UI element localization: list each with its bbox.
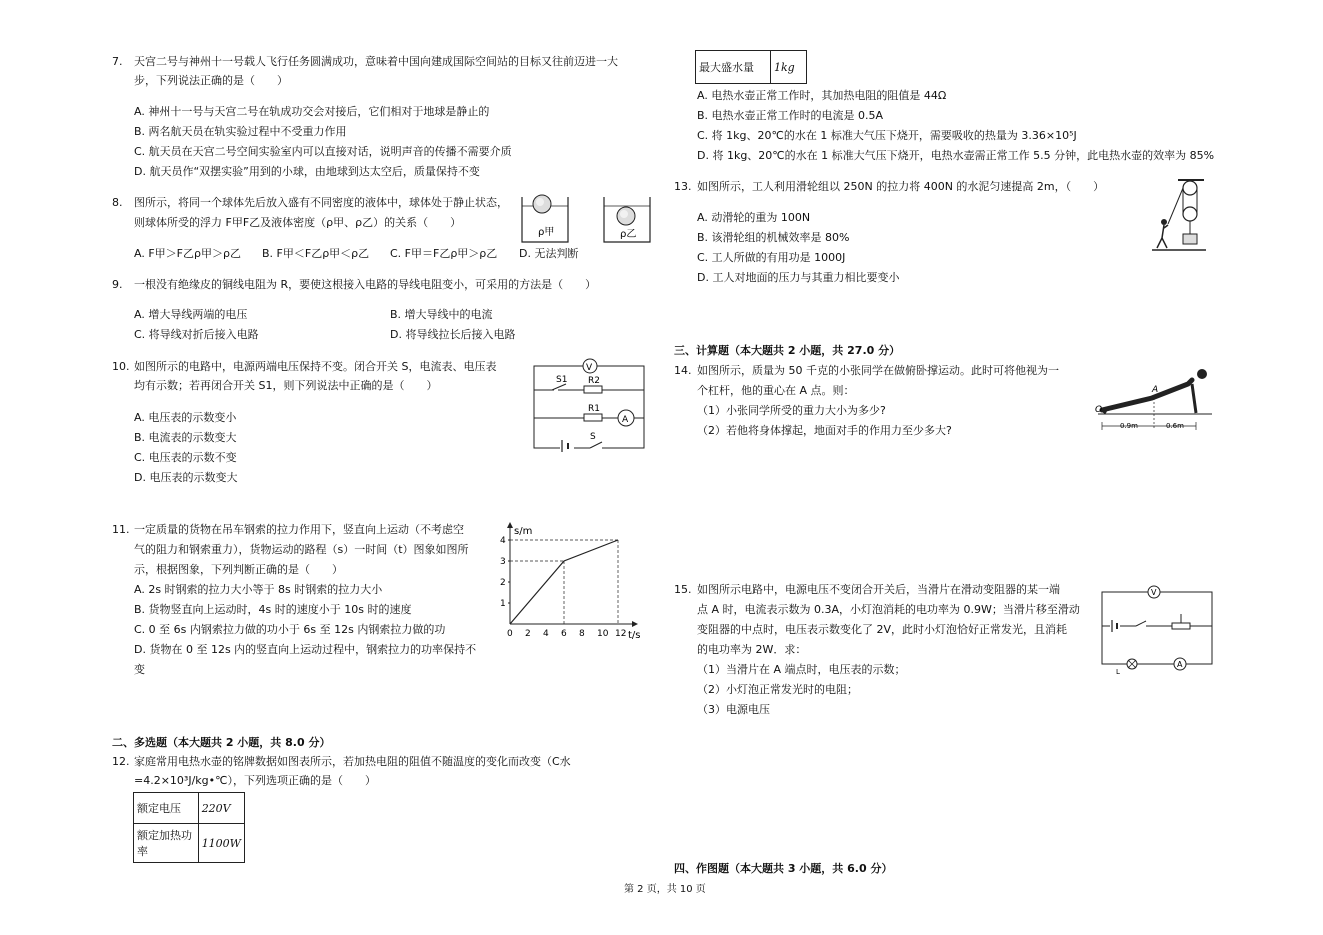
q13-pulley-figure bbox=[1148, 178, 1208, 254]
section-2-title: 二、多选题（本大题共 2 小题，共 8.0 分） bbox=[112, 736, 331, 749]
q11-option-c: C. 0 至 6s 内钢索拉力做的功小于 6s 至 12s 内钢索拉力做的功 bbox=[134, 623, 446, 636]
x-tick-label: 6 bbox=[561, 629, 567, 639]
q9-number: 9. bbox=[112, 278, 123, 291]
svg-text:R1: R1 bbox=[588, 404, 600, 414]
table-cell: 1100W bbox=[198, 824, 244, 863]
svg-text:V: V bbox=[1151, 588, 1157, 597]
q14-stem-line1: 如图所示，质量为 50 千克的小张同学在做俯卧撑运动。此时可将他视为一 bbox=[697, 364, 1059, 377]
q15-stem-line4: 的电功率为 2W．求： bbox=[697, 643, 807, 656]
y-tick-label: 2 bbox=[500, 578, 506, 588]
q9-option-c: C. 将导线对折后接入电路 bbox=[134, 328, 259, 341]
q14-number: 14. bbox=[674, 364, 692, 377]
x-tick-label: 0 bbox=[507, 629, 513, 639]
q11-option-d-line2: 变 bbox=[134, 663, 145, 676]
q12-option-b: B. 电热水壶正常工作时的电流是 0.5A bbox=[697, 109, 884, 122]
slide-rheostat bbox=[1172, 623, 1190, 629]
distance-label-2: 0.6m bbox=[1166, 422, 1184, 430]
q8-stem-line2: 则球体所受的浮力 F甲F乙及液体密度（ρ甲、ρ乙）的关系（ ） bbox=[134, 216, 462, 229]
q11-stem-line1: 一定质量的货物在吊车钢索的拉力作用下，竖直向上运动（不考虑空 bbox=[134, 523, 464, 536]
q11-stem-line2: 气的阻力和钢索重力），货物运动的路程（s）一时间（t）图象如图所 bbox=[134, 543, 469, 556]
worker-head bbox=[1161, 219, 1167, 225]
q8-stem-line1: 图所示，将同一个球体先后放入盛有不同密度的液体中，球体处于静止状态， bbox=[134, 196, 508, 209]
r2-resistor bbox=[584, 386, 602, 393]
beaker-yi-label: ρ乙 bbox=[620, 229, 637, 240]
y-axis-arrow bbox=[507, 522, 513, 528]
q11-number: 11. bbox=[112, 523, 130, 536]
q13-number: 13. bbox=[674, 180, 692, 193]
q12-option-a: A. 电热水壶正常工作时，其加热电阻的阻值是 44Ω bbox=[697, 89, 947, 102]
q12-number: 12. bbox=[112, 755, 130, 768]
q10-number: 10. bbox=[112, 360, 130, 373]
q14-part1: （1）小张同学所受的重力大小为多少? bbox=[697, 404, 886, 417]
beaker-jia bbox=[522, 195, 568, 242]
s1-label: S1 bbox=[556, 375, 568, 385]
q7-stem-line1: 天宫二号与神州十一号载人飞行任务圆满成功，意味着中国向建成国际空间站的目标又往前迈进一大 bbox=[134, 55, 618, 68]
x-tick-label: 2 bbox=[525, 629, 531, 639]
q12-nameplate-table-part2 bbox=[695, 50, 807, 84]
q7-option-c: C. 航天员在天宫二号空间实验室内可以直接对话，说明声音的传播不需要介质 bbox=[134, 145, 512, 158]
x-tick-label: 10 bbox=[597, 629, 609, 639]
q14-part2: （2）若他将身体撑起，地面对手的作用力至少多大? bbox=[697, 424, 952, 437]
q10-stem-line2: 均有示数；若再闭合开关 S1，则下列说法中正确的是（ ） bbox=[134, 379, 438, 392]
svg-text:L: L bbox=[1116, 668, 1120, 676]
q14-stem-line2: 个杠杆，他的重心在 A 点。则： bbox=[697, 384, 855, 397]
section-4-title: 四、作图题（本大题共 3 小题，共 6.0 分） bbox=[674, 862, 893, 875]
q10-option-b: B. 电流表的示数变大 bbox=[134, 431, 237, 444]
q13-stem: 如图所示，工人利用滑轮组以 250N 的拉力将 400N 的水泥匀速提高 2m，（ ） bbox=[697, 180, 1105, 193]
q8-number: 8. bbox=[112, 196, 123, 209]
svg-text:A: A bbox=[622, 415, 629, 425]
q12-option-c: C. 将 1kg、20℃的水在 1 标准大气压下烧开，需要吸收的热量为 3.36×10⁵J bbox=[697, 129, 1077, 142]
s-label: S bbox=[590, 432, 596, 442]
q7-option-d: D. 航天员作“双摆实验”用到的小球，由地球到达太空后，质量保持不变 bbox=[134, 165, 480, 178]
svg-text:A: A bbox=[1177, 660, 1183, 669]
q13-option-b: B. 该滑轮组的机械效率是 80% bbox=[697, 231, 850, 244]
q15-stem-line3: 变阻器的中点时，电压表示数变化了 2V，此时小灯泡恰好正常发光，且消耗 bbox=[697, 623, 1068, 636]
q11-stem-line3: 示，根据图象，下列判断正确的是（ ） bbox=[134, 563, 343, 576]
q15-stem-line2: 点 A 时，电流表示数为 0.3A，小灯泡消耗的电功率为 0.9W；当滑片移至滑动 bbox=[697, 603, 1080, 616]
q8-option-d: D. 无法判断 bbox=[519, 247, 579, 260]
svg-text:R2: R2 bbox=[588, 376, 600, 386]
q7-stem-line2: 步，下列说法正确的是（ ） bbox=[134, 74, 288, 87]
section-3-title: 三、计算题（本大题共 2 小题，共 27.0 分） bbox=[674, 344, 901, 357]
y-tick-label: 1 bbox=[500, 599, 506, 609]
q11-option-a: A. 2s 时钢索的拉力大小等于 8s 时钢索的拉力大小 bbox=[134, 583, 383, 596]
q12-stem-line1: 家庭常用电热水壶的铭牌数据如图表所示，若加热电阻的阻值不随温度的变化而改变（C水 bbox=[134, 755, 571, 768]
q9-option-a: A. 增大导线两端的电压 bbox=[134, 308, 248, 321]
svg-text:V: V bbox=[586, 363, 593, 373]
q8-option-c: C. F甲＝F乙ρ甲＞ρ乙 bbox=[390, 247, 498, 260]
q10-option-d: D. 电压表的示数变大 bbox=[134, 471, 238, 484]
pivot-o-label: O bbox=[1095, 405, 1103, 415]
cement-load bbox=[1183, 234, 1197, 244]
q15-part1: （1）当滑片在 A 端点时，电压表的示数； bbox=[697, 663, 906, 676]
movable-pulley bbox=[1183, 207, 1197, 221]
table-row bbox=[134, 793, 245, 824]
q9-option-b: B. 增大导线中的电流 bbox=[390, 308, 493, 321]
q7-option-a: A. 神州十一号与天宫二号在轨成功交会对接后，它们相对于地球是静止的 bbox=[134, 105, 490, 118]
x-axis-label: t/s bbox=[628, 630, 641, 641]
q10-circuit-figure bbox=[530, 356, 650, 456]
q11-option-b: B. 货物竖直向上运动时，4s 时的速度小于 10s 时的速度 bbox=[134, 603, 412, 616]
beaker-yi bbox=[604, 197, 650, 242]
q9-option-d: D. 将导线拉长后接入电路 bbox=[390, 328, 516, 341]
q8-beakers-figure bbox=[520, 192, 660, 252]
head bbox=[1197, 369, 1207, 379]
table-row bbox=[696, 51, 807, 84]
y-tick-label: 4 bbox=[500, 536, 506, 546]
q15-stem-line1: 如图所示电路中，电源电压不变闭合开关后，当滑片在滑动变阻器的某一端 bbox=[697, 583, 1060, 596]
distance-label-1: 0.9m bbox=[1120, 422, 1138, 430]
q11-option-d-line1: D. 货物在 0 至 12s 内的竖直向上运动过程中，钢索拉力的功率保持不 bbox=[134, 643, 477, 656]
fixed-pulley bbox=[1183, 181, 1197, 195]
table-row bbox=[134, 824, 245, 863]
page-footer: 第 2 页，共 10 页 bbox=[624, 884, 706, 895]
q15-number: 15. bbox=[674, 583, 692, 596]
q9-stem: 一根没有绝缘皮的铜线电阻为 R，要使这根接入电路的导线电阻变小，可采用的方法是（ ） bbox=[134, 278, 597, 291]
table-cell: 最大盛水量 bbox=[696, 51, 771, 84]
x-tick-label: 8 bbox=[579, 629, 585, 639]
q10-stem-line1: 如图所示的电路中，电源两端电压保持不变。闭合开关 S，电流表、电压表 bbox=[134, 360, 497, 373]
q8-option-a: A. F甲＞F乙ρ甲＞ρ乙 bbox=[134, 247, 241, 260]
y-tick-label: 3 bbox=[500, 557, 506, 567]
q13-option-a: A. 动滑轮的重为 100N bbox=[697, 211, 811, 224]
table-cell: 额定电压 bbox=[134, 793, 199, 824]
table-cell: 220V bbox=[198, 793, 244, 824]
table-cell: 额定加热功率 bbox=[134, 824, 199, 863]
q15-part2: （2）小灯泡正常发光时的电阻； bbox=[697, 683, 858, 696]
q14-pushup-figure bbox=[1092, 362, 1216, 436]
beaker-jia-label: ρ甲 bbox=[538, 227, 555, 238]
x-tick-label: 4 bbox=[543, 629, 549, 639]
q12-nameplate-table-part1 bbox=[133, 792, 245, 863]
q10-option-a: A. 电压表的示数变小 bbox=[134, 411, 237, 424]
q8-option-b: B. F甲＜F乙ρ甲＜ρ乙 bbox=[262, 247, 370, 260]
q7-option-b: B. 两名航天员在轨实验过程中不受重力作用 bbox=[134, 125, 347, 138]
q10-option-c: C. 电压表的示数不变 bbox=[134, 451, 237, 464]
q15-circuit-figure bbox=[1098, 584, 1216, 676]
q12-option-d: D. 将 1kg、20℃的水在 1 标准大气压下烧开，电热水壶需正常工作 5.5 分钟，此电热水壶的效率为 85% bbox=[697, 149, 1215, 162]
y-axis-label: s/m bbox=[514, 526, 533, 537]
body-silhouette bbox=[1102, 380, 1192, 410]
table-cell: 1kg bbox=[771, 51, 807, 84]
q7-number: 7. bbox=[112, 55, 123, 68]
r1-resistor bbox=[584, 414, 602, 421]
x-axis-arrow bbox=[632, 621, 638, 627]
point-a-label: A bbox=[1152, 385, 1159, 395]
arm bbox=[1192, 384, 1196, 413]
q15-part3: （3）电源电压 bbox=[697, 703, 770, 716]
q11-st-graph bbox=[495, 518, 655, 643]
q13-option-c: C. 工人所做的有用功是 1000J bbox=[697, 251, 846, 264]
x-tick-label: 12 bbox=[615, 629, 627, 639]
q13-option-d: D. 工人对地面的压力与其重力相比要变小 bbox=[697, 271, 900, 284]
q12-stem-line2: =4.2×10³J/kg•℃），下列选项正确的是（ ） bbox=[134, 774, 376, 787]
